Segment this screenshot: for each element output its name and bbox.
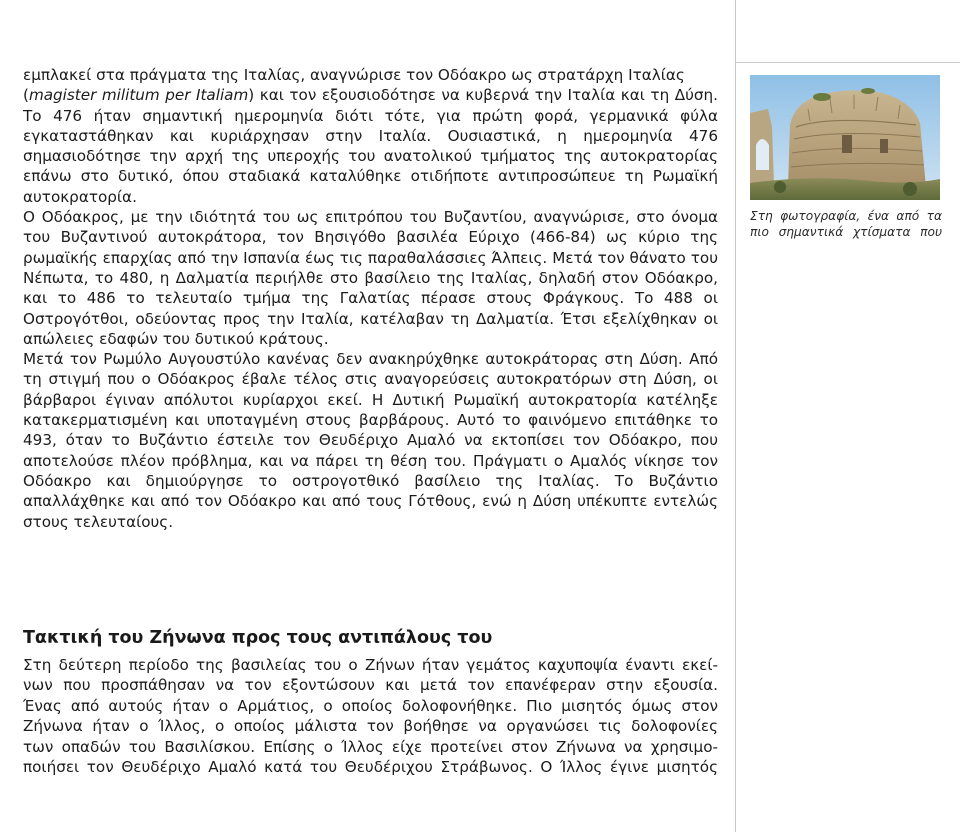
section-line: Ζήνωνα ήταν ο Ίλλος, ο οποίος μάλιστα τον βοήθησε να οργανώσει τις δολοφονίες <box>23 717 718 736</box>
margin-horizontal-rule <box>735 62 960 63</box>
section-line: Ένας από αυτούς ήταν ο Αρμάτιος, ο οποίος δολοφονήθηκε. Πιο μισητός όμως στον <box>23 696 718 715</box>
ruins-photo <box>750 75 940 200</box>
section-line: Στη δεύτερη περίοδο της βασιλείας του ο Ζήνων ήταν γεμάτος καχυποψία έναντι εκεί- <box>23 656 718 674</box>
section-line: ποιήσει τον Θευδέριχο Αμαλό κατά του Θευδέριχου Στράβωνος. Ο Ίλλος έγινε μισητός <box>23 758 718 777</box>
paragraph-1: εμπλακεί στα πράγματα της Ιταλίας, αναγνώρισε τον Οδόακρο ως στρατάρχη Ιταλίας (magister militum per Italiam) και τον εξουσιοδότησε να κυβερνά την Ιταλία και τη Δύση. Το 476 ήταν σημαντική ημερομηνία διότι τότε, για πρώτη φορά, γερμανικά φύλα εγκαταστάθηκαν και κυριάρχησαν στην Ιταλία. Ουσιαστικά, η ημερομηνία 476 σημασιοδότησε την αρχή της υπεροχής του ανατολικού τμήματος της αυτοκρατορίας επάνω στο δυτικό, όπου σταδιακά καταλύθηκε οτιδήποτε αντιπροσώπευε τη Ρωμαϊκή αυτοκρατορία. <box>23 66 718 206</box>
main-text-column <box>23 65 718 532</box>
ruins-photo-illustration <box>750 75 940 200</box>
section-body <box>23 655 718 777</box>
section-heading: Τακτική του Ζήνωνα προς τους αντιπάλους του <box>23 628 493 648</box>
latin-title: magister militum per Italiam <box>28 86 249 105</box>
paragraph-1-rest: και τον εξουσιοδότησε να κυβερνά την Ιταλία και τη Δύση. Το 476 ήταν σημαντική ημερομηνία διότι τότε, για πρώτη φορά, γερμανικά φύλα εγκαταστάθηκαν και κυριάρχησαν στην Ιταλία. Ουσιαστικά, η ημερομηνία 476 σημασιοδότησε την αρχή της υπεροχής του ανατολικού τμήματος της αυτοκρατορίας επάνω στο δυτικό, όπου σταδιακά καταλύθηκε οτιδήποτε αντιπροσώπευε τη Ρωμαϊκή αυτοκρατορία. <box>23 86 718 206</box>
paragraph-2: Ο Οδόακρος, με την ιδιότητά του ως επιτρόπου του Βυζαντίου, αναγνώρισε, στο όνομα του Βυζαντινού αυτοκράτορα, τον Βησιγόθο βασιλέα Εύριχο (466-84) ως κύριο της ρωμαϊκής επαρχίας από την Ισπανία έως τις παραθαλάσσιες Άλπεις. Μετά τον θάνατο του Νέπωτα, το 480, η Δαλματία περιήλθε στο βασίλειο της Ιταλίας, δηλαδή στον Οδόακρο, και το 486 το τελευταίο τμήμα της Γαλατίας πέρασε στους Φράγκους. Το 488 οι Οστρογότθοι, οδεύοντας προς την Ιταλία, κατέλαβαν τη Δαλματία. Έτσι εξελίχθηκαν οι απώλειες εδαφών του δυτικού κράτους. <box>23 208 718 348</box>
paragraph-3: Μετά τον Ρωμύλο Αυγουστύλο κανένας δεν ανακηρύχθηκε αυτοκράτορας στη Δύση. Από τη στιγμή που ο Οδόακρος έβαλε τέλος στις αναγορεύσεις αυτοκρατόρων στη Δύση, οι βάρβαροι έγιναν απόλυτοι κυρίαρχοι εκεί. Η Δυτική Ρωμαϊκή αυτοκρατορία κατέληξε κατακερματισμένη και υποταγμένη στους βαρβάρους. Αυτό το φαινόμενο επιτάθηκε το 493, όταν το Βυζάντιο έστειλε τον Θευδέριχο Αμαλό να εκτοπίσει τον Οδόακρο, που αποτελούσε πλέον πρόβλημα, και να πάρει τη θέση του. Πράγματι ο Αμαλός νίκησε τον Οδόακρο και δημιούργησε το οστρογοτθικό βασίλειο της Ιταλίας. Το Βυζάντιο απαλλάχθηκε και από τον Οδόακρο και από τους Γότθους, ενώ η Δύση υπέκυπτε εντελώς στους τελευταίους. <box>23 350 718 531</box>
paragraph-1-start: εμπλακεί στα πράγματα της Ιταλίας, αναγνώρισε τον Οδόακρο ως στρατάρχη Ιταλίας <box>23 66 685 84</box>
margin-vertical-rule <box>735 0 736 832</box>
section-line: των οπαδών του Βασιλίσκου. Επίσης ο Ίλλος είχε προτείνει στον Ζήνωνα να χρησιμο- <box>23 737 718 756</box>
photo-caption: Στη φωτογραφία, ένα από τα πιο σημαντικά χτίσματα που <box>750 209 942 239</box>
section-line: νων που προσπάθησαν να τον εξοντώσουν και μετά τον επανέφεραν στην εξουσία. <box>23 676 718 695</box>
